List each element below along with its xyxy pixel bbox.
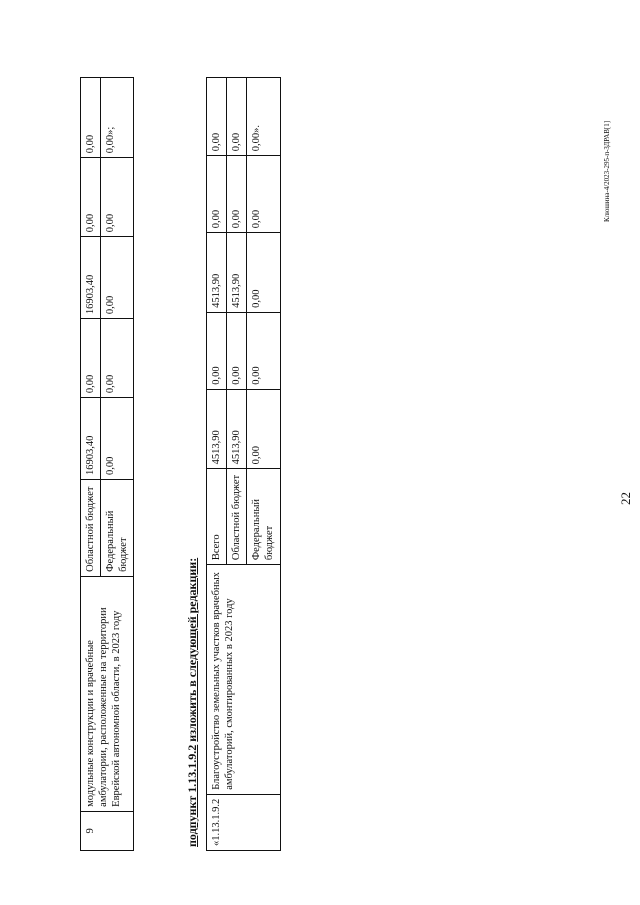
table-row	[207, 78, 227, 851]
funding-source: Федеральный бюджет	[101, 479, 134, 576]
table-cell: 0,00	[207, 156, 227, 233]
table-cell: 0,00	[101, 398, 134, 480]
table-cell: 0,00	[81, 158, 101, 237]
row-name: модульные конструкции и врачебные амбулатории, расположенные на территории Еврейской автономной области, в 2023 году	[81, 576, 134, 811]
table-cell: 4513,90	[207, 389, 227, 469]
heading-text: изложить в следующей редакции:	[185, 557, 199, 742]
table-cell: 0,00	[247, 389, 280, 469]
table-cell: 0,00	[247, 156, 280, 233]
funding-source: Областной бюджет	[227, 469, 247, 565]
funding-source: Областной бюджет	[81, 479, 101, 576]
amendment-heading	[185, 558, 200, 847]
table-cell: 16903,40	[81, 237, 101, 319]
table-cell: 0,00	[207, 78, 227, 156]
table-cell: 16903,40	[81, 398, 101, 480]
table-cell: 0,00	[207, 312, 227, 389]
funding-source: Всего	[207, 469, 227, 565]
page-number: 22	[618, 492, 633, 505]
table-cell: 0,00	[227, 156, 247, 233]
table-cell: 4513,90	[227, 389, 247, 469]
table-cell: 0,00	[81, 319, 101, 398]
subclause-ref: подпункт 1.13.1.9.2	[185, 744, 199, 847]
budget-table-1	[80, 77, 134, 851]
row-number: 9	[81, 811, 134, 850]
table-cell: 0,00».	[247, 78, 280, 156]
table-cell: 0,00	[81, 78, 101, 158]
budget-table-2	[206, 77, 281, 851]
table-cell: 0,00	[101, 319, 134, 398]
table-cell: 0,00	[247, 233, 280, 313]
row-number: «1.13.1.9.2	[207, 794, 281, 850]
table-cell: 4513,90	[207, 233, 227, 313]
table-cell: 0,00	[227, 312, 247, 389]
document-code: Клюшина-4/2023-295-п-ЗДРАВ[1]	[603, 120, 611, 222]
table-cell: 0,00	[101, 158, 134, 237]
table-row	[81, 78, 101, 851]
table-cell: 0,00	[227, 78, 247, 156]
row-name: Благоустройство земельных участков врачебных амбулаторий, смонтированных в 2023 году	[207, 565, 281, 795]
funding-source: Федеральный бюджет	[247, 469, 280, 565]
table-cell: 0,00»;	[101, 78, 134, 158]
table-cell: 0,00	[247, 312, 280, 389]
table-cell: 4513,90	[227, 233, 247, 313]
table-cell: 0,00	[101, 237, 134, 319]
